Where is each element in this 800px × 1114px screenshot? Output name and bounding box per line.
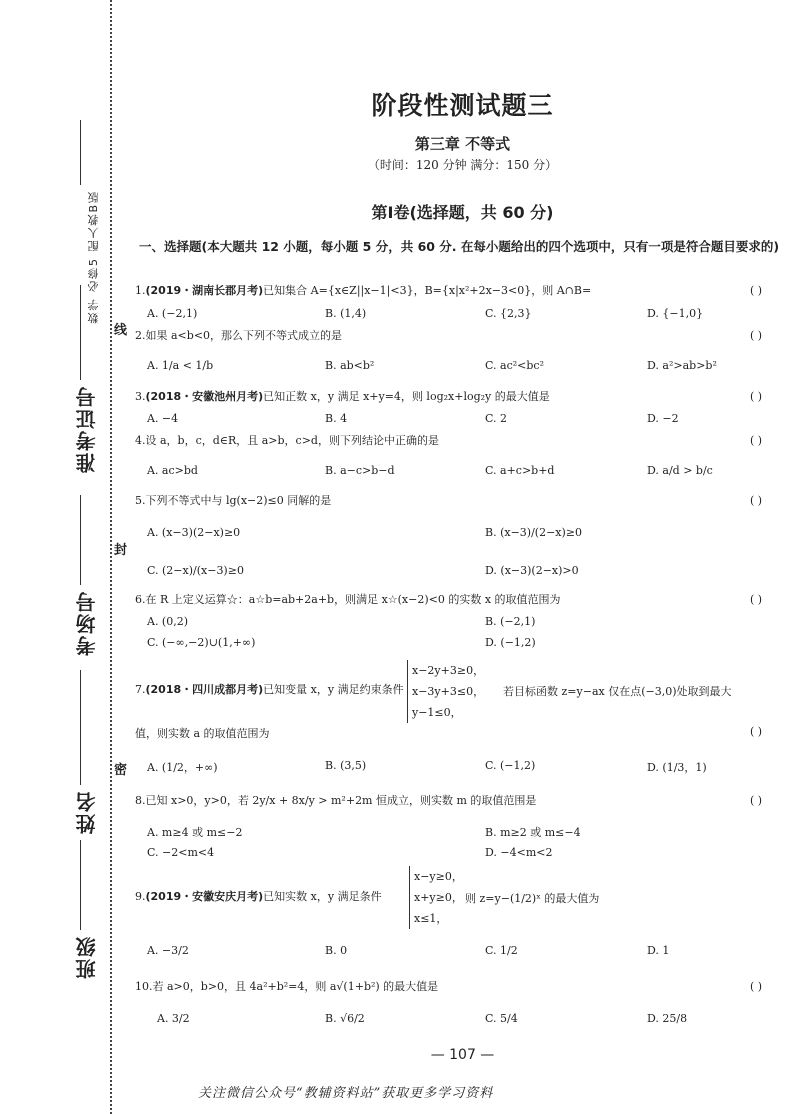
option-d: D. (−1,2) <box>485 636 536 649</box>
option-c: C. (2−x)/(x−3)≥0 <box>147 564 244 577</box>
class-label: 班级 <box>75 935 99 979</box>
page-number: — 107 — <box>430 1047 495 1063</box>
option-b: B. √6/2 <box>325 1012 365 1025</box>
section-instruction: 一、选择题(本大题共 12 小题，每小题 5 分，共 60 分. 在每小题给出的四个选项中，只有一项是符合题目要求的) <box>139 239 780 254</box>
exam-room-label: 考场号 <box>75 590 99 656</box>
option-d: D. −2 <box>647 412 679 425</box>
option-c: C. (−1,2) <box>485 759 536 772</box>
option-c: C. ac²<bc² <box>485 359 544 372</box>
footer-note: 关注微信公众号“教辅资料站”获取更多学习资料 <box>198 1086 494 1101</box>
option-b: B. 0 <box>325 944 348 957</box>
option-d: D. (1/3，1) <box>647 761 707 774</box>
question-7-line2: 值，则实数 a 的取值范围为 <box>135 727 270 740</box>
answer-blank: ( ) <box>750 794 763 807</box>
part-heading: 第Ⅰ卷(选择题，共 60 分) <box>371 203 554 222</box>
answer-blank: ( ) <box>750 329 763 342</box>
option-b: B. ab<b² <box>325 359 375 372</box>
answer-blank: ( ) <box>750 284 763 297</box>
constraint-system: x−2y+3≥0， x−3y+3≤0， y−1≤0， <box>407 660 484 723</box>
option-a: A. 3/2 <box>157 1012 190 1025</box>
option-b: B. m≥2 或 m≤−4 <box>485 826 581 839</box>
answer-blank: ( ) <box>750 980 763 993</box>
option-a: A. (−2,1) <box>147 307 198 320</box>
binding-dotted-line <box>110 0 112 1114</box>
time-info: （时间：120 分钟 满分：150 分） <box>367 158 558 172</box>
option-d: D. a²>ab>b² <box>647 359 717 372</box>
answer-blank: ( ) <box>750 494 763 507</box>
option-c: C. {2,3} <box>485 307 532 320</box>
option-a: A. −4 <box>147 412 179 425</box>
option-a: A. 1/a < 1/b <box>147 359 214 372</box>
option-d: D. 1 <box>647 944 670 957</box>
seal-line-char: 线 <box>114 317 127 340</box>
page-title: 阶段性测试题三 <box>371 91 554 120</box>
option-a: A. ac>bd <box>147 464 198 477</box>
edition-label: 数学 必修5 配人教B版 <box>87 190 100 324</box>
ticket-number-label: 准考证号 <box>75 385 99 473</box>
answer-blank: ( ) <box>750 434 763 447</box>
question-9-continued: 则 z=y−(1/2)ˣ 的最大值为 <box>465 892 600 905</box>
option-c: C. a+c>b+d <box>485 464 555 477</box>
option-c: C. 5/4 <box>485 1012 518 1025</box>
option-b: B. 4 <box>325 412 348 425</box>
question-7-continued: 若目标函数 z=y−ax 仅在点(−3,0)处取到最大 <box>503 685 732 698</box>
option-b: B. (3,5) <box>325 759 367 772</box>
exam-room-line <box>80 495 81 585</box>
option-a: A. m≥4 或 m≤−2 <box>147 826 243 839</box>
option-d: D. 25/8 <box>647 1012 688 1025</box>
option-c: C. 1/2 <box>485 944 518 957</box>
answer-blank: ( ) <box>750 390 763 403</box>
option-b: B. (x−3)/(2−x)≥0 <box>485 526 583 539</box>
constraint-system: x−y≥0， x+y≥0， x≤1， <box>409 866 463 929</box>
option-a: A. −3/2 <box>147 944 189 957</box>
option-c: C. −2<m<4 <box>147 846 215 859</box>
blank-line <box>80 120 81 185</box>
seal-feng-char: 封 <box>114 537 127 560</box>
binding-margin <box>0 0 130 1114</box>
option-d: D. {−1,0} <box>647 307 704 320</box>
option-c: C. 2 <box>485 412 508 425</box>
option-d: D. a/d > b/c <box>647 464 713 477</box>
name-label: 姓名 <box>75 790 99 834</box>
option-a: A. (1/2，+∞) <box>147 761 218 774</box>
chapter-subtitle: 第三章 不等式 <box>414 135 511 153</box>
option-d: D. (x−3)(2−x)>0 <box>485 564 579 577</box>
ticket-number-line <box>80 285 81 380</box>
name-line <box>80 670 81 785</box>
answer-blank: ( ) <box>750 593 763 606</box>
option-a: A. (0,2) <box>147 615 189 628</box>
class-line <box>80 840 81 930</box>
seal-mi-char: 密 <box>114 757 127 780</box>
option-a: A. (x−3)(2−x)≥0 <box>147 526 241 539</box>
answer-blank: ( ) <box>750 725 763 738</box>
option-c: C. (−∞,−2)∪(1,+∞) <box>147 636 256 649</box>
option-b: B. a−c>b−d <box>325 464 395 477</box>
option-d: D. −4<m<2 <box>485 846 553 859</box>
option-b: B. (−2,1) <box>485 615 536 628</box>
option-b: B. (1,4) <box>325 307 367 320</box>
